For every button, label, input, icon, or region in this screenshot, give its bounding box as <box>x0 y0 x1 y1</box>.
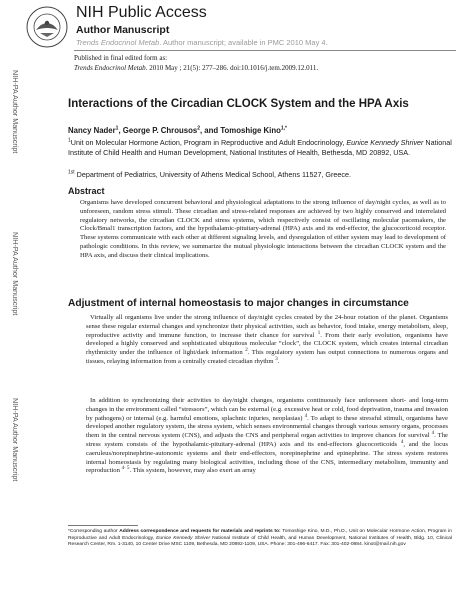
author-name: Nancy Nader <box>68 126 116 135</box>
citation-details: . 2010 May ; 21(5): 277–286. doi:10.1016/j.tem.2009.12.011. <box>145 64 319 72</box>
author-list: Nancy Nader$^1$, George P. Chrousos$^2$, and Tomoshige Kino$^{1,*}$ <box>68 125 287 135</box>
side-banner-bottom: NIH-PA Author Manuscript <box>11 398 20 482</box>
paper-title: Interactions of the Circadian CLOCK System and the HPA Axis <box>68 98 409 110</box>
nih-public-access-title: NIH Public Access <box>76 4 207 21</box>
reference-mark: 1 <box>317 330 321 336</box>
side-banner-middle: NIH-PA Author Manuscript <box>11 232 20 316</box>
author-affiliation-mark: 2 <box>197 125 200 132</box>
abstract-heading: Abstract <box>68 186 105 196</box>
abstract-text: Organisms have developed concurrent behavioral and physiological adaptations to the strong influence of day/night cycles, as well as to unforeseen, random stress stimuli. These circadian and stress-related responses are achieved by two highly conserved and interrelated regulatory networks, the circadian CLOCK and stress systems, which respectively consist of oscillating molecular pacemakers, the Clock/Bmal1 transcription factors, and the hypothalamic-pituitary-adrenal (HPA) axis and its end-effector, the glucocorticoid receptor. These systems communicate with each other at different signaling levels, and dysregulation of either system may lead to development of pathologic conditions. In this review, we summarize the mutual physiologic interactions between the circadian CLOCK system and the HPA axis, and discuss their clinical implications. <box>80 199 446 259</box>
body-paragraph-1: Virtually all organisms live under the strong influence of day/night cycles created by the 24-hour rotation of the planet. Organisms sense these regular external changes and synchronize their physical activities, such as behavior, food intake, energy metabolism, sleep, reproductive activity and immune function, to increase their chance for survival $^1$. From their early evolution, organisms have developed a highly conserved and sophisticated ubiquitous molecular “clock”, the CLOCK system, which creates internal circadian rhythmicity under the influence of light/dark information $^2$. This regulatory system has output connections to numerous organs and tissues, relaying information from a centrally created circadian rhythm $^3$. <box>86 314 448 365</box>
journal-availability-line <box>76 38 328 47</box>
reference-mark: 4 <box>304 413 308 419</box>
side-banner-top: NIH-PA Author Manuscript <box>11 70 20 154</box>
published-final-label: Published in final edited form as: <box>74 54 168 62</box>
body-paragraph-2: In addition to synchronizing their activities to day/night changes, organisms continuously face unforeseen short- and long-term changes in the environment called “stressors”, which can be external (e.g. excessive heat or cold, food deprivation, trauma and invasion by pathogens) or internal (e.g. harmful emotions, splachnic injuries, neoplasias) $^4$. To adapt to these stressful stimuli, organisms have developed another regulatory system, the stress system, which senses environmental changes through various sensory organs, processes them in the central nervous system (CNS), and adjusts the CNS and peripheral organ activities to improve chances for survival $^4$. The stress system consists of the hypothalamic-pituitary-adrenal (HPA) axis and its end-effectors glucocorticoids $^4$, and the locus caeruleus/norepinephrine-autonomic systems and their end-effectors, norepinephrine and epinephrine. The stress system restores internal homeostasis by regulating many biological activities, including those of the CNS, intermediary metabolism, immunity and reproduction $^{4\cdot 5}$. This system, however, may also exert an array <box>86 397 448 475</box>
nih-seal-logo <box>26 6 68 48</box>
reference-mark: 3 <box>275 356 278 362</box>
affiliation-2: $^{1st}$ Department of Pediatrics, University of Athens Medical School, Athens 11527, Greece. <box>68 169 351 179</box>
author-affiliation-mark: 1,* <box>280 125 287 132</box>
citation-line <box>74 64 318 72</box>
availability-text: . Author manuscript; available in PMC 2010 May 4. <box>159 38 328 47</box>
reference-mark: 4 <box>431 430 435 436</box>
affiliation-1: $^1$Unit on Molecular Hormone Action, Program in Reproductive and Adult Endocrinology, Eunice Kennedy Shriver National Institute of Child Health and Human Development, National Institutes of Health, Bethesda, MD 20892, USA. <box>68 137 452 157</box>
corresponding-author-footnote: *Corresponding author Address correspondence and requests for materials and reprints to: Tomoshige Kino, M.D., Ph.D., Unit on Molecular Hormone Action, Program in Reproductive and Adult Endocrinology, Eunice Kennedy Shriver National Institute of Child Health, and Human Development, National Institutes of Health, Bldg. 10, Clinical Research Center, Rm. 1-3140, 10 Center Drive MSC 1109, Bethesda, MD 20892-1109, USA. Phone: 301-496-6417. Fax: 301-402-0884. kinot@mail.nih.gov <box>68 529 452 548</box>
author-manuscript-label: Author Manuscript <box>76 24 170 36</box>
author-name: George P. Chrousos <box>122 126 198 135</box>
section-heading: Adjustment of internal homeostasis to major changes in circumstance <box>68 298 409 309</box>
citation-journal: Trends Endocrinol Metab <box>74 64 146 72</box>
footnote-divider <box>68 525 138 526</box>
author-name: Tomoshige Kino <box>220 126 281 135</box>
author-affiliation-mark: 1 <box>115 125 119 132</box>
reference-mark: 2 <box>245 347 248 353</box>
journal-name: Trends Endocrinol Metab <box>76 38 160 47</box>
reference-mark: 4· 5 <box>121 466 130 472</box>
reference-mark: 4 <box>400 439 404 445</box>
header-divider <box>74 50 456 51</box>
